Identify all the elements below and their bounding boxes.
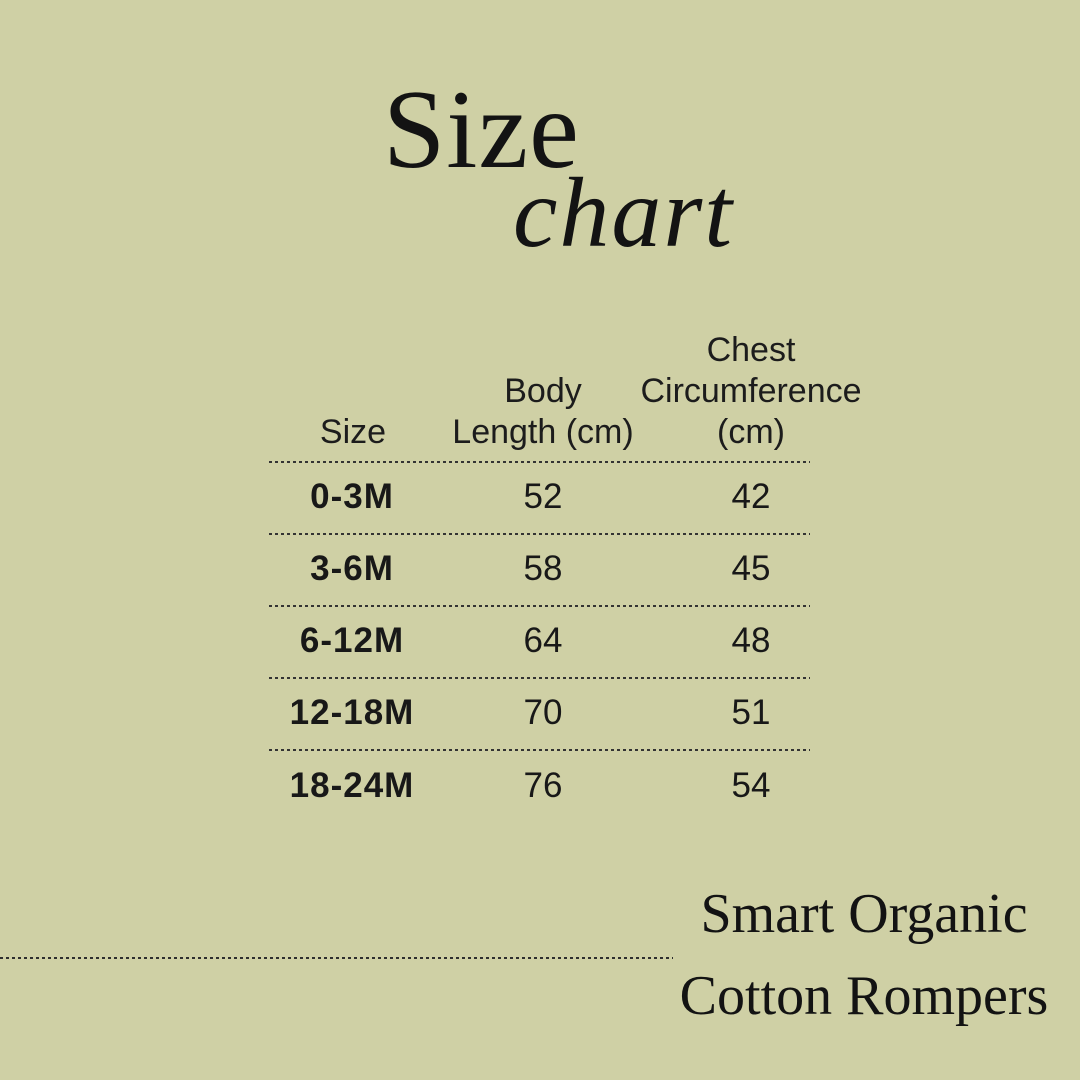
cell-body-length: 58 bbox=[523, 549, 563, 588]
column-header-body-length-line2: Length (cm) bbox=[452, 413, 634, 451]
cell-body-length: 52 bbox=[523, 477, 563, 516]
page-title: Size bbox=[383, 68, 580, 192]
product-name-line1: Smart Organic bbox=[700, 883, 1028, 945]
column-header-chest-line3: (cm) bbox=[717, 413, 785, 451]
product-name-line2: Cotton Rompers bbox=[679, 965, 1049, 1027]
cell-body-length: 70 bbox=[523, 693, 563, 732]
page-subtitle: chart bbox=[513, 157, 735, 268]
cell-chest-circumference: 48 bbox=[731, 621, 771, 660]
cell-size: 0-3M bbox=[310, 477, 394, 516]
cell-body-length: 64 bbox=[523, 621, 563, 660]
row-divider bbox=[269, 461, 810, 463]
column-header-chest-circumference bbox=[640, 330, 861, 453]
column-header-body-length bbox=[452, 371, 633, 453]
column-header-chest-line2: Circumference bbox=[640, 372, 862, 410]
column-header-body-length-line1: Body bbox=[504, 372, 582, 410]
footer-divider-line bbox=[0, 957, 673, 959]
row-divider bbox=[269, 677, 810, 679]
cell-body-length: 76 bbox=[523, 766, 563, 805]
product-name bbox=[680, 873, 1049, 1037]
column-header-size bbox=[320, 412, 386, 453]
column-header-size-label: Size bbox=[319, 413, 387, 451]
cell-chest-circumference: 51 bbox=[731, 693, 771, 732]
row-divider bbox=[269, 605, 810, 607]
cell-size: 3-6M bbox=[310, 549, 394, 588]
cell-size: 6-12M bbox=[299, 621, 405, 660]
cell-chest-circumference: 42 bbox=[731, 477, 771, 516]
column-header-chest-line1: Chest bbox=[706, 331, 796, 369]
row-divider bbox=[269, 749, 810, 751]
cell-chest-circumference: 45 bbox=[731, 549, 771, 588]
cell-size: 18-24M bbox=[289, 766, 415, 805]
cell-size: 12-18M bbox=[289, 693, 415, 732]
cell-chest-circumference: 54 bbox=[731, 766, 771, 805]
row-divider bbox=[269, 533, 810, 535]
